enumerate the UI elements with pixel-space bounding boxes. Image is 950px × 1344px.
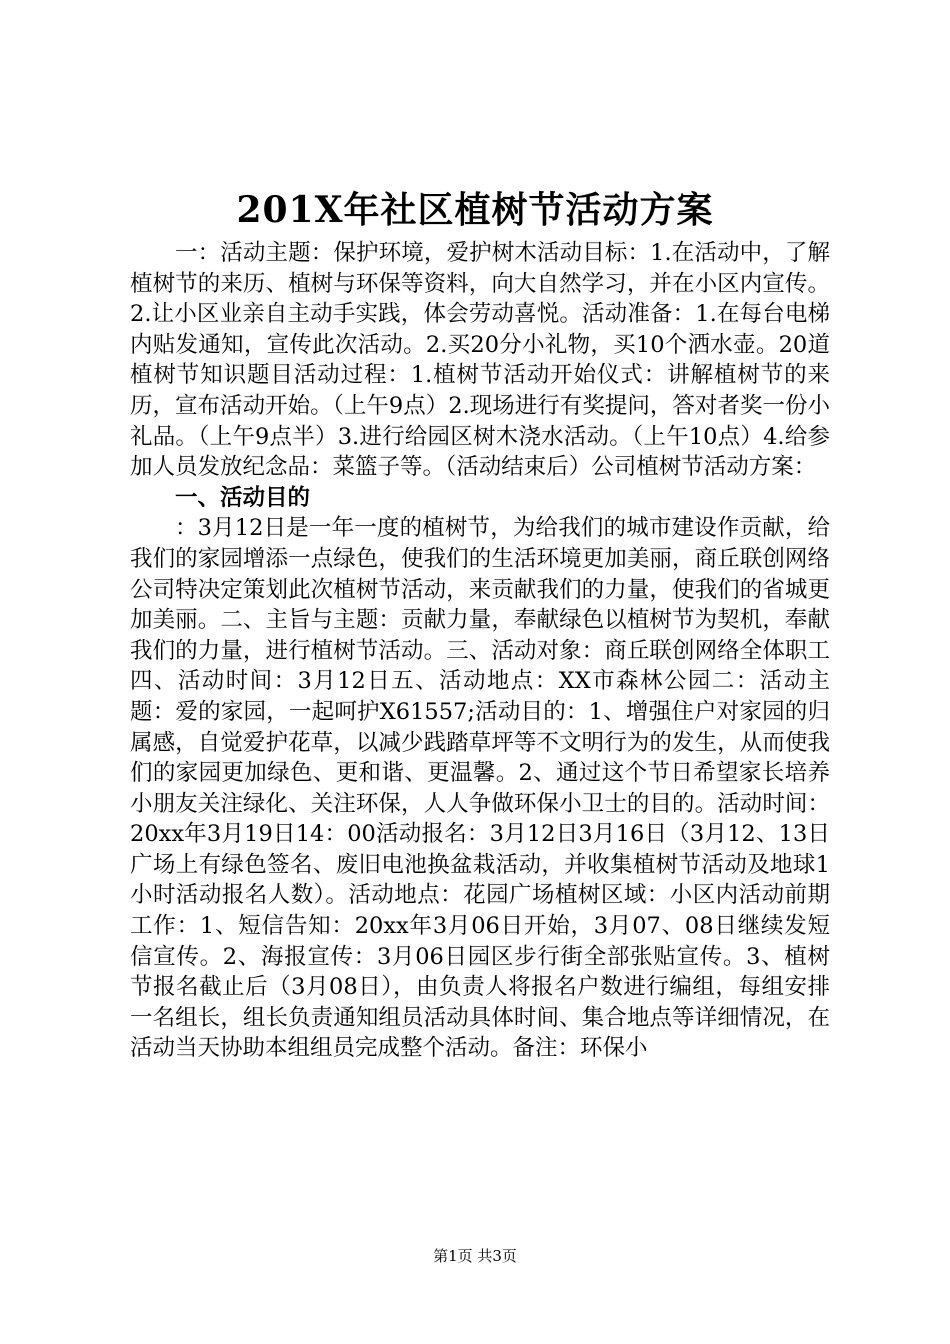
paragraph-purpose-details: ：3月12日是一年一度的植树节，为给我们的城市建设作贡献，给我们的家园增添一点绿色，使我们的生活环境更加美丽，商丘联创网络公司特决定策划此次植树节活动，来贡献我们的力量，使我们的省城更加美丽。二、主旨与主题：贡献力量，奉献绿色以植树节为契机，奉献我们的力量，进行植树节活动。三、活动对象：商丘联创网络全体职工四、活动时间：3月12日五、活动地点：XX市森林公园二：活动主题：爱的家园，一起呵护X61557;活动目的：1、增强住户对家园的归属感，自觉爱护花草，以减少践踏草坪等不文明行为的发生，从而使我们的家园更加绿色、更和谐、更温馨。2、通过这个节日希望家长培养小朋友关注绿化、关注环保，人人争做环保小卫士的目的。活动时间：20xx年3月19日14：00活动报名：3月12日3月16日（3月12、13日广场上有绿色签名、废旧电池换盆栽活动，并收集植树节活动及地球1小时活动报名人数）。活动地点：花园广场植树区域：小区内活动前期工作：1、短信告知：20xx年3月06日开始，3月07、08日继续发短信宣传。2、海报宣传：3月06日园区步行街全部张贴宣传。3、植树节报名截止后（3月08日），由负责人将报名户数进行编组，每组安排一名组长，组长负责通知组员活动具体时间、集合地点等详细情况，在活动当天协助本组组员完成整个活动。备注：环保小 xyxy=(130,515,830,1062)
page-number-footer: 第1页 共3页 xyxy=(433,1247,517,1265)
document-title: 201X年社区植树节活动方案 xyxy=(236,189,714,231)
document-body xyxy=(130,238,830,1064)
section-heading-purpose: 一、活动目的 xyxy=(175,484,311,511)
paragraph-activity-plan: 一：活动主题：保护环境，爱护树木活动目标：1.在活动中，了解植树节的来历、植树与环保等资料，向大自然学习，并在小区内宣传。2.让小区业亲自主动手实践，体会劳动喜悦。活动准备：1.在每台电梯内贴发通知，宣传此次活动。2.买20分小礼物，买10个洒水壶。20道植树节知识题目活动过程：1.植树节活动开始仪式：讲解植树节的来历，宣布活动开始。（上午9点）2.现场进行有奖提问，答对者奖一份小礼品。（上午9点半）3.进行给园区树木浇水活动。（上午10点）4.给参加人员发放纪念品：菜篮子等。（活动结束后）公司植树节活动方案： xyxy=(130,240,830,481)
